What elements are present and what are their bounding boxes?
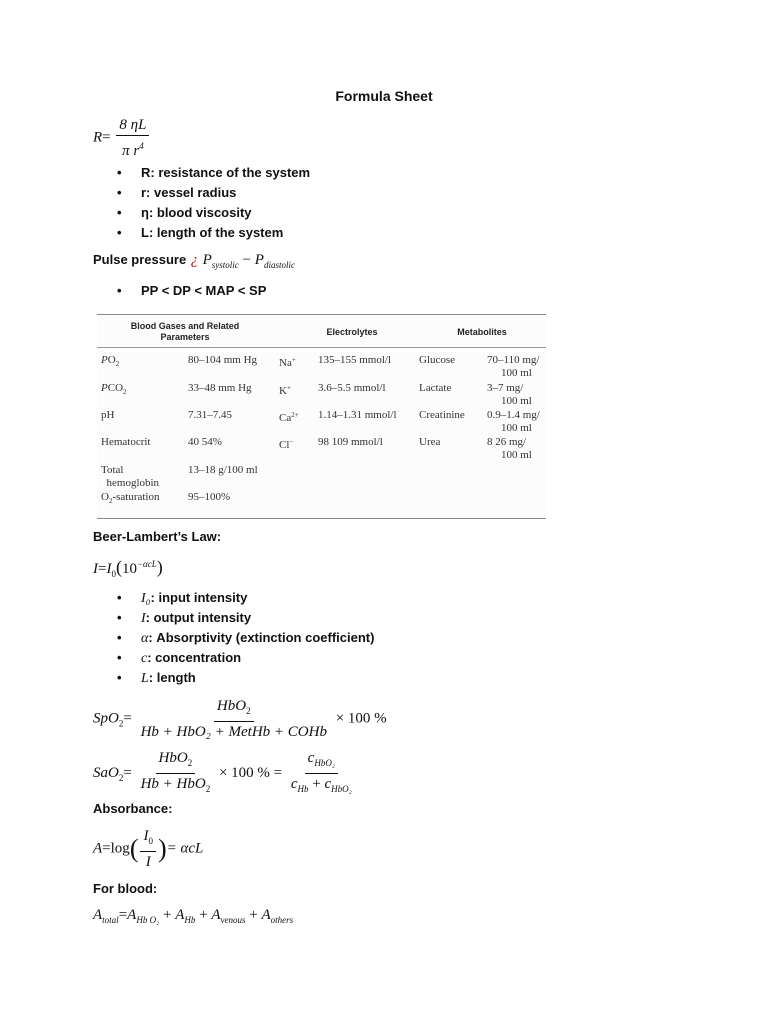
list-item: • r: vessel radius bbox=[117, 185, 237, 200]
beer-lambert-equation: $I=I_0(10^{-\alpha cL})$ bbox=[93, 557, 163, 579]
table-cell: 135–155 mmol/l bbox=[318, 354, 392, 366]
table-cell: 98 109 mmol/l bbox=[318, 436, 383, 448]
table-cell: 0.9–1.4 mg/ bbox=[487, 409, 540, 421]
table-cell: 100 ml bbox=[501, 395, 532, 407]
table-cell: $PO_2$ bbox=[101, 354, 120, 368]
table-cell: 100 ml bbox=[501, 367, 532, 379]
table-header-divider bbox=[97, 347, 546, 348]
pulse-pressure-bullets bbox=[117, 281, 266, 301]
table-cell: $PCO_2$ bbox=[101, 382, 127, 396]
table-cell: 33–48 mm Hg bbox=[188, 382, 252, 394]
resistance-numerator: 8 ηL bbox=[116, 116, 149, 136]
page-title: Formula Sheet bbox=[335, 88, 433, 104]
table-cell: 8 26 mg/ bbox=[487, 436, 527, 448]
table-cell: Hematocrit bbox=[101, 436, 151, 448]
table-cell: Total hemoglobin bbox=[101, 464, 160, 489]
blood-heading: For blood: bbox=[93, 881, 158, 896]
table-cell: pH bbox=[101, 409, 115, 421]
table-cell: Na+ bbox=[279, 356, 296, 369]
resistance-fraction bbox=[116, 116, 149, 160]
table-cell: 3–7 mg/ bbox=[487, 382, 524, 394]
list-item: • I₀: input intensity bbox=[117, 590, 248, 606]
table-header-gases: Blood Gases and Related Parameters bbox=[130, 321, 240, 342]
table-header-metabolites: Metabolites bbox=[457, 327, 507, 337]
beer-lambert-bullets bbox=[117, 588, 374, 688]
table-cell: 13–18 g/100 ml bbox=[188, 464, 258, 476]
table-cell: Glucose bbox=[419, 354, 456, 366]
resistance-lhs: R bbox=[93, 129, 103, 146]
pulse-pressure-equation: Pulse pressure ¿ $P_{systolic} - P_{diastolic}$ bbox=[93, 252, 295, 270]
table-cell: K+ bbox=[279, 384, 291, 397]
pulse-pressure-label: Pulse pressure bbox=[93, 252, 187, 267]
spo2-equation: SpO$_2$= $\frac{HbO_2}{\text{Hb + HbO₂ + MetHb + COHb}}$ × 100 % bbox=[93, 698, 387, 740]
list-item: • c: concentration bbox=[117, 650, 242, 666]
table-cell: 1.14–1.31 mmol/l bbox=[318, 409, 397, 421]
resistance-denominator: π $r^4$ bbox=[122, 141, 144, 159]
resistance-bullets bbox=[117, 163, 310, 243]
absorbance-equation: A=log( $\frac{I_0}{I}$ )= αcL bbox=[93, 828, 204, 870]
table-cell: $O_2$-saturation bbox=[101, 491, 160, 505]
absorbance-heading: Absorbance: bbox=[93, 801, 173, 816]
table-cell: 80–104 mm Hg bbox=[188, 354, 258, 366]
table-cell: 100 ml bbox=[501, 449, 532, 461]
list-item: • PP < DP < MAP < SP bbox=[117, 283, 267, 298]
list-item: • L: length of the system bbox=[117, 225, 284, 240]
list-item: • R: resistance of the system bbox=[117, 165, 311, 180]
table-cell: Creatinine bbox=[419, 409, 465, 421]
table-cell: 3.6–5.5 mmol/l bbox=[318, 382, 386, 394]
reference-values-table bbox=[97, 314, 546, 519]
list-item: • α: Absorptivity (extinction coefficient) bbox=[117, 630, 375, 646]
table-cell: 70–110 mg/ bbox=[487, 354, 540, 366]
table-header-electrolytes: Electrolytes bbox=[326, 327, 378, 337]
list-item: • L: length bbox=[117, 670, 196, 686]
table-cell: Urea bbox=[419, 436, 441, 448]
table-cell: 7.31–7.45 bbox=[188, 409, 232, 421]
list-item: • I: output intensity bbox=[117, 610, 252, 626]
beer-lambert-heading: Beer-Lambert’s Law: bbox=[93, 529, 222, 544]
pulse-pressure-glyph: ¿ bbox=[190, 252, 199, 268]
table-cell: 100 ml bbox=[501, 422, 532, 434]
table-cell: 95–100% bbox=[188, 491, 231, 503]
table-cell: 40 54% bbox=[188, 436, 222, 448]
resistance-equation: R= $\frac{8 \eta L}{\pi r^4}$ bbox=[93, 116, 151, 160]
table-cell: Cl− bbox=[279, 438, 294, 451]
list-item: • η: blood viscosity bbox=[117, 205, 252, 220]
table-cell: $Ca^{2+}$ bbox=[279, 411, 299, 424]
blood-equation: $A_{total}=A_{Hb O_2} + A_{Hb} + A_{venous} + A_{others}$ bbox=[93, 907, 294, 925]
sao2-equation: SaO$_2$= $\frac{HbO_2}{Hb + HbO_2}$ × 100 % = $\frac{c_{HbO_2}}{c_{Hb} + c_{HbO_2}}$ bbox=[93, 750, 352, 794]
table-cell: Lactate bbox=[419, 382, 452, 394]
